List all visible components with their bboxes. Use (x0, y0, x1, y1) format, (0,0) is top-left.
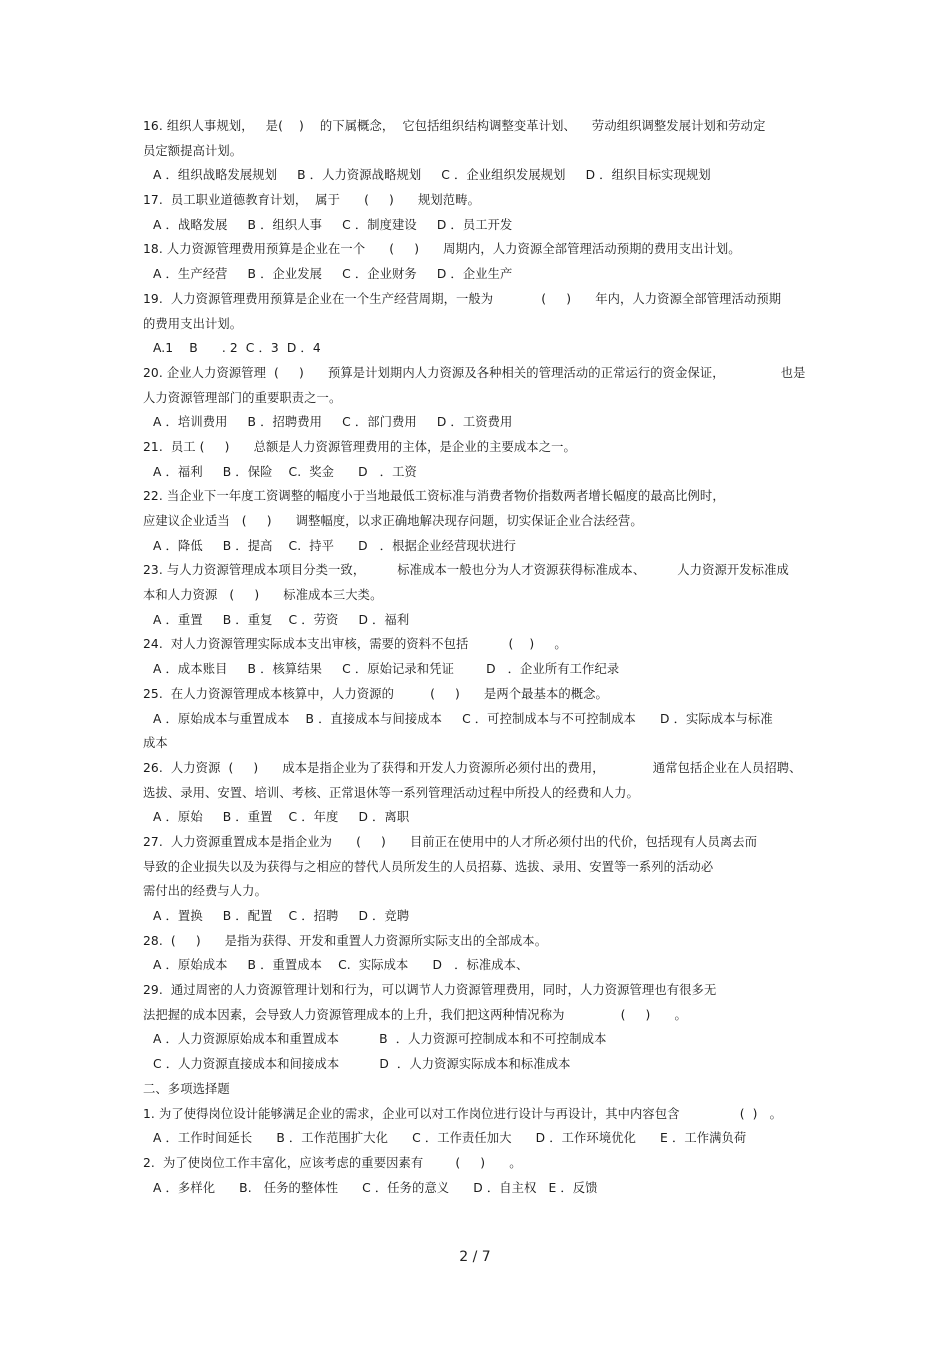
answer-options-line: A ．工作时间延长 B ．工作范围扩大化 C ．工作责任加大 D ．工作环境优化 E ．工作满负荷 (153, 1131, 747, 1146)
answer-options-line: A ．重置 B ．重复 C ．劳资 D ．福利 (153, 612, 410, 627)
question-text-line: 应建议企业适当 ( ) 调整幅度，以求正确地解决现存问题，切实保证企业合法经营。 (143, 514, 643, 528)
question-text-line: 导致的企业损失以及为获得与之相应的替代人员所发生的人员招募、选拔、录用、安置等一系列的活动必 (143, 859, 714, 874)
answer-options-line: A ．原始成本 B ．重置成本 C. 实际成本 D ．标准成本、 (153, 958, 529, 973)
question-text-line: 21. 员工 ( ) 总额是人力资源管理费用的主体，是企业的主要成本之一。 (143, 439, 576, 454)
question-text-line: 2. 为了使岗位工作丰富化，应该考虑的重要因素有 ( ) 。 (143, 1155, 522, 1170)
question-text-line: 二、多项选择题 (143, 1081, 230, 1096)
question-text-line: 19. 人力资源管理费用预算是企业在一个生产经营周期，一般为 ( ) 年内，人力资源全部管理活动预期 (143, 291, 782, 306)
answer-options-line: A ．人力资源原始成本和重置成本 B ．人力资源可控制成本和不可控制成本 (153, 1032, 607, 1047)
question-text-line: 16. 组织人事规划， 是( ) 的下属概念， 它包括组织结构调整变革计划、 劳动组织调整发展计划和劳动定 (143, 119, 766, 133)
answer-options-line: A ．成本账目 B ．核算结果 C ．原始记录和凭证 D ．企业所有工作纪录 (153, 662, 620, 677)
question-text-line: 28. ( ) 是指为获得、开发和重置人力资源所实际支出的全部成本。 (143, 933, 548, 948)
question-text-line: 20. 企业人力资源管理 ( ) 预算是计划期内人力资源及各种相关的管理活动的正常运行的资金保证， 也是 (143, 365, 806, 380)
answer-options-line: C ．人力资源直接成本和间接成本 D ．人力资源实际成本和标准成本 (153, 1057, 571, 1072)
question-text-line: 23. 与人力资源管理成本项目分类一致， 标准成本一般也分为人才资源获得标准成本、 人力资源开发标准成 (143, 563, 789, 578)
question-text-line: 需付出的经费与人力。 (143, 884, 267, 899)
answer-options-line: A ．多样化 B. 任务的整体性 C ．任务的意义 D ．自主权 E ．反馈 (153, 1180, 598, 1195)
question-text-line: 27. 人力资源重置成本是指企业为 ( ) 目前正在使用中的人才所必须付出的代价，包括现有人员离去而 (143, 834, 758, 849)
question-text-line: 17. 员工职业道德教育计划， 属于 ( ) 规划范畴。 (143, 193, 480, 208)
answer-options-line: A ．原始成本与重置成本 B ．直接成本与间接成本 C ．可控制成本与不可控制成本 D ．实际成本与标准 (153, 711, 773, 726)
question-text-line: 选拔、录用、安置、培训、考核、正常退休等一系列管理活动过程中所投人的经费和人力。 (143, 785, 639, 800)
answer-options-line: A ．战略发展 B ．组织人事 C ．制度建设 D ．员工开发 (153, 217, 513, 232)
answer-options-line: A ．原始 B ．重置 C ．年度 D ．离职 (153, 810, 410, 825)
question-text-line: 人力资源管理部门的重要职责之一。 (143, 390, 342, 405)
question-text-line: 26. 人力资源 ( ) 成本是指企业为了获得和开发人力资源所必须付出的费用， 通常包括企业在人员招聘、 (143, 760, 802, 775)
answer-options-line: A ．组织战略发展规划 B ．人力资源战略规划 C ．企业组织发展规划 D ．组织目标实现规划 (153, 168, 711, 183)
question-text-line: 成本 (143, 736, 168, 751)
answer-options-line: A ．置换 B ．配置 C ．招聘 D ．竞聘 (153, 909, 410, 923)
answer-options-line: A.1 B . 2 C ．3 D ．4 (153, 341, 321, 356)
answer-options-line: A ．生产经营 B ．企业发展 C ．企业财务 D ．企业生产 (153, 267, 513, 282)
question-text-line: 18. 人力资源管理费用预算是企业在一个 ( ) 周期内，人力资源全部管理活动预期的费用支出计划。 (143, 242, 741, 257)
document-body (143, 114, 823, 1200)
page-number: 2 / 7 (459, 1249, 491, 1265)
question-text-line: 25. 在人力资源管理成本核算中，人力资源的 ( ) 是两个最基本的概念。 (143, 686, 608, 701)
question-text-line: 的费用支出计划。 (143, 316, 243, 331)
question-text-line: 29. 通过周密的人力资源管理计划和行为，可以调节人力资源管理费用，同时，人力资源管理也有很多无 (143, 983, 717, 998)
question-text-line: 员定额提高计划。 (143, 143, 243, 158)
answer-options-line: A ．降低 B ．提高 C. 持平 D ．根据企业经营现状进行 (153, 538, 517, 553)
question-text-line: 24. 对人力资源管理实际成本支出审核，需要的资料不包括 ( ) 。 (143, 637, 567, 652)
answer-options-line: A ．福利 B ．保险 C. 奖金 D ．工资 (153, 464, 417, 479)
question-text-line: 1. 为了使得岗位设计能够满足企业的需求，企业可以对工作岗位进行设计与再设计，其中内容包含 ( ) 。 (143, 1106, 782, 1121)
question-text-line: 22. 当企业下一年度工资调整的幅度小于当地最低工资标准与消费者物价指数两者增长幅度的最高比例时， (143, 489, 725, 504)
question-text-line: 法把握的成本因素，会导致人力资源管理成本的上升，我们把这两种情况称为 ( ) 。 (143, 1007, 687, 1022)
question-text-line: 本和人力资源 ( ) 标准成本三大类。 (143, 588, 383, 603)
answer-options-line: A ．培训费用 B ．招聘费用 C ．部门费用 D ．工资费用 (153, 415, 513, 430)
